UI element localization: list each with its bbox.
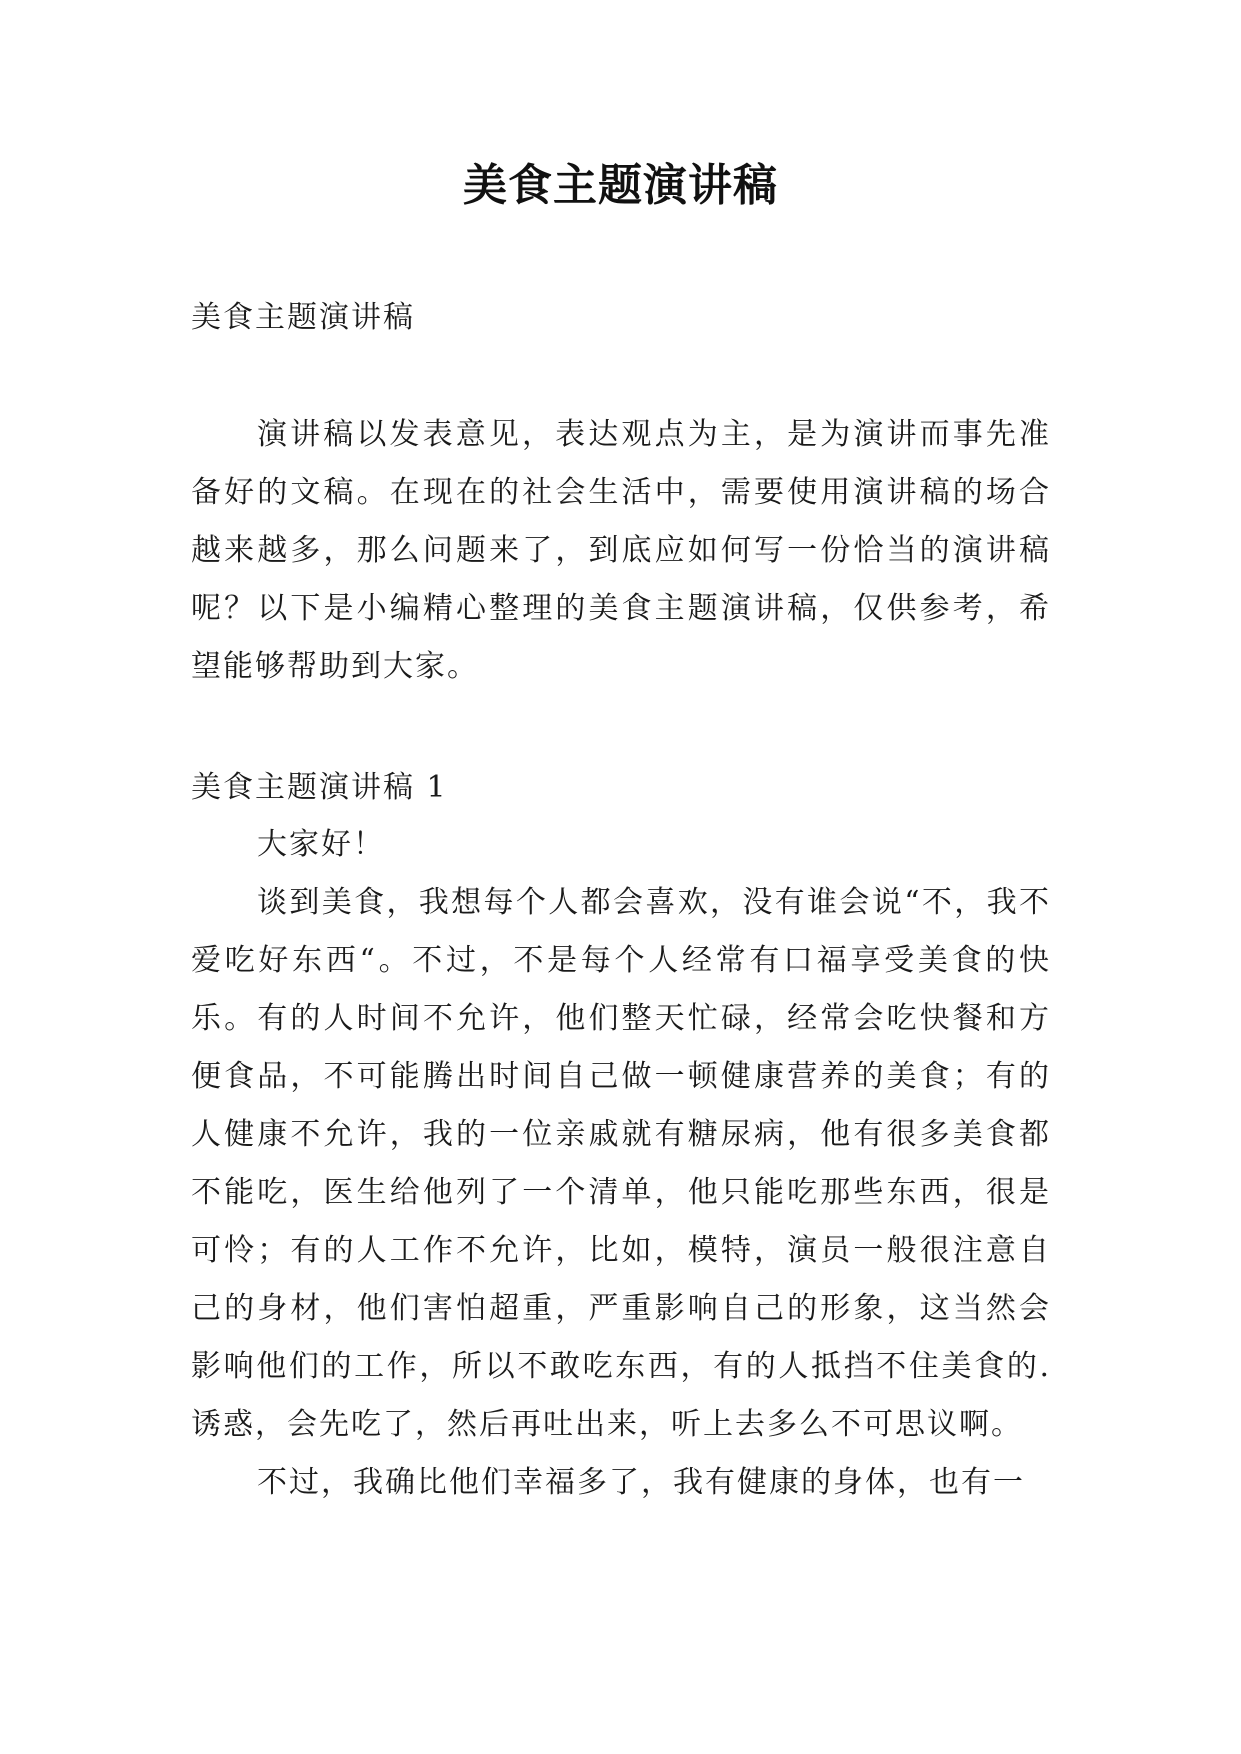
section-heading: 美食主题演讲稿 1 [191,770,448,805]
document-subtitle: 美食主题演讲稿 [191,300,415,335]
intro-section [191,406,1051,696]
speech-body [191,816,1051,1512]
intro-paragraph: 演讲稿以发表意见，表达观点为主，是为演讲而事先准备好的文稿。在现在的社会生活中，需要使用演讲稿的场合越来越多，那么问题来了，到底应如何写一份恰当的演讲稿呢？以下是小编精心整理的美食主题演讲稿，仅供参考，希望能够帮助到大家。 [191,417,1051,684]
greeting-paragraph: 大家好！ [257,827,385,862]
document-title: 美食主题演讲稿 [463,160,778,211]
body-paragraph-1: 谈到美食，我想每个人都会喜欢，没有谁会说“不，我不爱吃好东西“。不过，不是每个人经常有口福享受美食的快乐。有的人时间不允许，他们整天忙碌，经常会吃快餐和方便食品，不可能腾出时间自己做一顿健康营养的美食；有的人健康不允许，我的一位亲戚就有糖尿病，他有很多美食都不能吃，医生给他列了一个清单，他只能吃那些东西，很是可怜；有的人工作不允许，比如，模特，演员一般很注意自己的身材，他们害怕超重，严重影响自己的形象，这当然会影响他们的工作，所以不敢吃东西，有的人抵挡不住美食的.诱惑，会先吃了，然后再吐出来，听上去多么不可思议啊。 [191,885,1051,1442]
body-paragraph-2: 不过，我确比他们幸福多了，我有健康的身体，也有一 [257,1465,1025,1500]
